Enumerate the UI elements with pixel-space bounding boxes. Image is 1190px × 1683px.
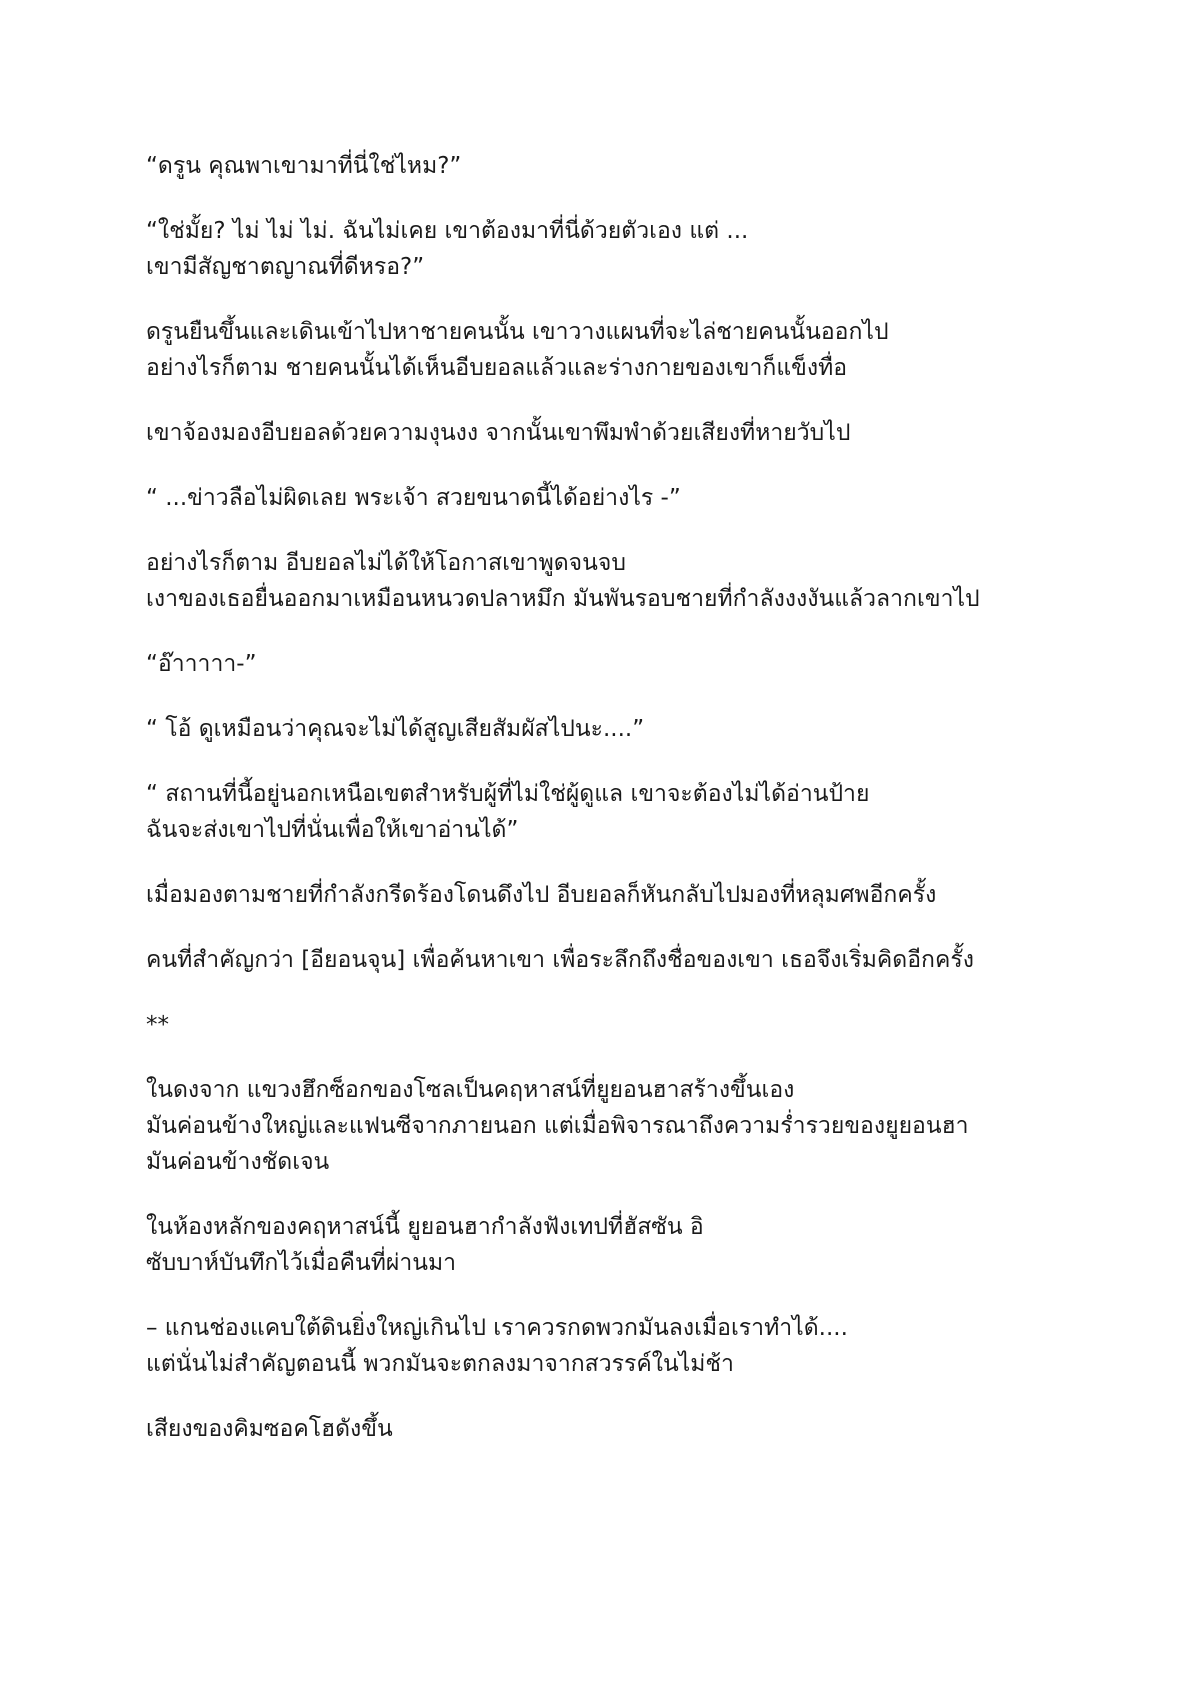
text-line: แต่นั่นไม่สำคัญตอนนี้ พวกมันจะตกลงมาจากสวรรค์ในไม่ช้า: [146, 1351, 734, 1377]
text-line: “ สถานที่นี้อยู่นอกเหนือเขตสำหรับผู้ที่ไม่ใช่ผู้ดูแล เขาจะต้องไม่ได้อ่านป้าย: [146, 781, 870, 807]
text-line: ดรูนยืนขึ้นและเดินเข้าไปหาชายคนนั้น เขาวางแผนที่จะไล่ชายคนนั้นออกไป: [146, 319, 889, 345]
text-line: ในห้องหลักของคฤหาสน์นี้ ยูยอนฮากำลังฟังเทปที่ฮัสซัน อิ: [146, 1214, 704, 1240]
text-line: มันค่อนข้างใหญ่และแฟนซีจากภายนอก แต่เมื่อพิจารณาถึงความร่ำรวยของยูยอนฮา: [146, 1113, 969, 1139]
text-line: “ ...ข่าวลือไม่ผิดเลย พระเจ้า สวยขนาดนี้ได้อย่างไร -”: [146, 485, 681, 511]
text-line: “อ๊าาาาา-”: [146, 651, 257, 677]
text-line: คนที่สำคัญกว่า [อียอนจุน] เพื่อค้นหาเขา เพื่อระลึกถึงชื่อของเขา เธอจึงเริ่มคิดอีกครั้ง: [146, 947, 974, 973]
text-line: เงาของเธอยื่นออกมาเหมือนหนวดปลาหมึก มันพันรอบชายที่กำลังงงงันแล้วลากเขาไป: [146, 586, 980, 612]
paragraph: [146, 480, 1046, 516]
text-line: เมื่อมองตามชายที่กำลังกรีดร้องโดนดึงไป อีบยอลก็หันกลับไปมองที่หลุมศพอีกครั้ง: [146, 882, 937, 908]
paragraph: [146, 1209, 1046, 1281]
text-line: ซับบาห์บันทึกไว้เมื่อคืนที่ผ่านมา: [146, 1250, 457, 1276]
paragraph: [146, 776, 1046, 848]
paragraph: [146, 646, 1046, 682]
text-line: อย่างไรก็ตาม ชายคนนั้นได้เห็นอีบยอลแล้วและร่างกายของเขาก็แข็งทื่อ: [146, 355, 848, 381]
text-line: **: [146, 1012, 169, 1038]
paragraph: [146, 1310, 1046, 1382]
paragraph: [146, 213, 1046, 285]
paragraph: [146, 545, 1046, 617]
paragraph: [146, 415, 1046, 451]
paragraph: [146, 1411, 1046, 1447]
text-line: “ใช่มั้ย? ไม่ ไม่ ไม่. ฉันไม่เคย เขาต้องมาที่นี่ด้วยตัวเอง แต่ ...: [146, 218, 749, 244]
text-line: เขามีสัญชาตญาณที่ดีหรอ?”: [146, 254, 425, 280]
document-body: [146, 148, 1046, 1476]
text-line: เขาจ้องมองอีบยอลด้วยความงุนงง จากนั้นเขาพึมพำด้วยเสียงที่หายวับไป: [146, 420, 851, 446]
paragraph: [146, 314, 1046, 386]
text-line: เสียงของคิมซอคโฮดังขึ้น: [146, 1416, 393, 1442]
paragraph: [146, 148, 1046, 184]
paragraph: [146, 711, 1046, 747]
paragraph: [146, 877, 1046, 913]
text-line: “ดรูน คุณพาเขามาที่นี่ใช่ไหม?”: [146, 153, 462, 179]
text-line: ฉันจะส่งเขาไปที่นั่นเพื่อให้เขาอ่านได้”: [146, 817, 519, 843]
text-line: – แกนช่องแคบใต้ดินยิ่งใหญ่เกินไป เราควรกดพวกมันลงเมื่อเราทำได้....: [146, 1315, 848, 1341]
scene-break: [146, 1007, 1046, 1043]
paragraph: [146, 1072, 1046, 1180]
text-line: ในดงจาก แขวงฮึกซ็อกของโซลเป็นคฤหาสน์ที่ยูยอนฮาสร้างขึ้นเอง: [146, 1077, 795, 1103]
text-line: “ โอ้ ดูเหมือนว่าคุณจะไม่ได้สูญเสียสัมผัสไปนะ....”: [146, 716, 645, 742]
paragraph: [146, 942, 1046, 978]
text-line: มันค่อนข้างชัดเจน: [146, 1149, 330, 1175]
text-line: อย่างไรก็ตาม อีบยอลไม่ได้ให้โอกาสเขาพูดจนจบ: [146, 550, 626, 576]
